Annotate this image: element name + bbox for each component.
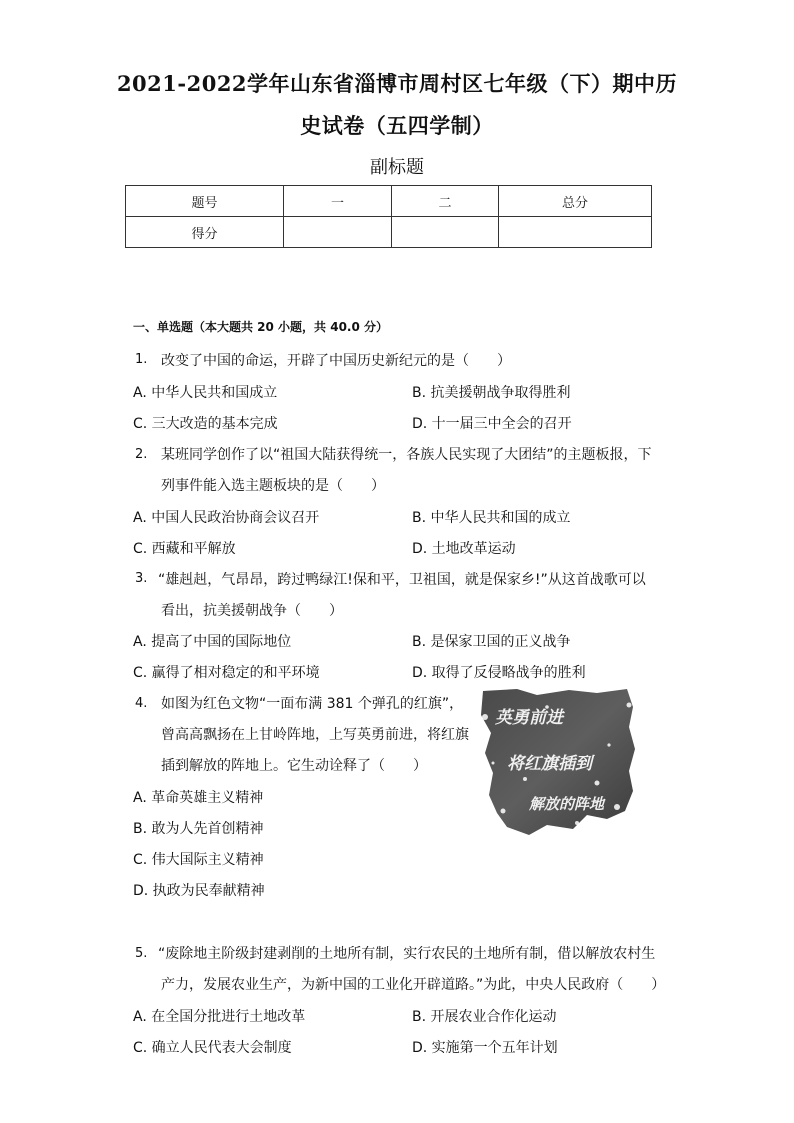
question-number: 4. bbox=[135, 696, 148, 711]
question-text: 列事件能入选主题板块的是（ ） bbox=[161, 478, 385, 494]
flag-text-line-3: 解放的阵地 bbox=[529, 795, 605, 813]
flag-image-icon bbox=[477, 687, 637, 839]
option-c[interactable]: C. 三大改造的基本完成 bbox=[133, 416, 278, 432]
option-d[interactable]: D. 执政为民奉献精神 bbox=[133, 883, 265, 899]
option-b[interactable]: B. 敢为人先首创精神 bbox=[133, 821, 264, 837]
question-text: “雄赳赳，气昂昂，跨过鸭绿江!保和平，卫祖国，就是保家乡!”从这首战歌可以 bbox=[158, 572, 646, 588]
option-c[interactable]: C. 确立人民代表大会制度 bbox=[133, 1040, 292, 1056]
score-cell-empty bbox=[499, 217, 652, 248]
document-title-line-1: 2021-2022学年山东省淄博市周村区七年级（下）期中历 bbox=[116, 71, 678, 96]
option-c[interactable]: C. 伟大国际主义精神 bbox=[133, 852, 264, 868]
score-cell: 一 bbox=[284, 186, 392, 217]
flag-text-line-2: 将红旗插到 bbox=[507, 754, 592, 774]
option-d[interactable]: D. 取得了反侵略战争的胜利 bbox=[412, 665, 586, 681]
question-text: 曾高高飘扬在上甘岭阵地，上写英勇前进，将红旗 bbox=[161, 727, 469, 743]
option-a[interactable]: A. 中华人民共和国成立 bbox=[133, 385, 278, 401]
question-number: 2. bbox=[135, 447, 148, 462]
document-title-line-2: 史试卷（五四学制） bbox=[300, 113, 494, 138]
option-c[interactable]: C. 赢得了相对稳定的和平环境 bbox=[133, 665, 320, 681]
option-d[interactable]: D. 土地改革运动 bbox=[412, 541, 516, 557]
option-b[interactable]: B. 中华人民共和国的成立 bbox=[412, 510, 571, 526]
question-text: 看出，抗美援朝战争（ ） bbox=[161, 603, 343, 619]
question-number: 5. bbox=[135, 946, 148, 961]
question-text: 改变了中国的命运，开辟了中国历史新纪元的是（ ） bbox=[161, 353, 511, 369]
section-heading: 一、单选题（本大题共 20 小题，共 40.0 分） bbox=[133, 320, 389, 334]
option-a[interactable]: A. 中国人民政治协商会议召开 bbox=[133, 510, 320, 526]
option-b[interactable]: B. 是保家卫国的正义战争 bbox=[412, 634, 571, 650]
question-text: 如图为红色文物“一面布满 381 个弹孔的红旗”， bbox=[161, 696, 464, 712]
question-number: 1. bbox=[135, 352, 148, 367]
question-number: 3. bbox=[135, 571, 148, 586]
question-text: “废除地主阶级封建剥削的土地所有制，实行农民的土地所有制，借以解放农村生 bbox=[158, 946, 656, 962]
option-a[interactable]: A. 提高了中国的国际地位 bbox=[133, 634, 292, 650]
score-cell: 二 bbox=[392, 186, 499, 217]
option-a[interactable]: A. 革命英雄主义精神 bbox=[133, 790, 264, 806]
score-cell-empty bbox=[392, 217, 499, 248]
score-table bbox=[125, 185, 652, 248]
score-cell-empty bbox=[284, 217, 392, 248]
option-d[interactable]: D. 实施第一个五年计划 bbox=[412, 1040, 558, 1056]
score-cell: 题号 bbox=[126, 186, 284, 217]
score-table-header-row bbox=[126, 186, 652, 217]
option-d[interactable]: D. 十一届三中全会的召开 bbox=[412, 416, 572, 432]
flag-text-line-1: 英勇前进 bbox=[495, 708, 563, 728]
red-flag-photo bbox=[477, 687, 637, 839]
option-c[interactable]: C. 西藏和平解放 bbox=[133, 541, 236, 557]
option-b[interactable]: B. 开展农业合作化运动 bbox=[412, 1009, 557, 1025]
option-b[interactable]: B. 抗美援朝战争取得胜利 bbox=[412, 385, 571, 401]
question-text: 产力，发展农业生产，为新中国的工业化开辟道路。”为此，中央人民政府（ ） bbox=[161, 977, 666, 993]
score-table-row bbox=[126, 217, 652, 248]
document-subtitle: 副标题 bbox=[370, 157, 424, 178]
question-text: 某班同学创作了以“祖国大陆获得统一，各族人民实现了大团结”的主题板报，下 bbox=[161, 447, 652, 463]
question-text: 插到解放的阵地上。它生动诠释了（ ） bbox=[161, 758, 427, 774]
option-a[interactable]: A. 在全国分批进行土地改革 bbox=[133, 1009, 306, 1025]
score-cell: 总分 bbox=[499, 186, 652, 217]
score-cell: 得分 bbox=[126, 217, 284, 248]
